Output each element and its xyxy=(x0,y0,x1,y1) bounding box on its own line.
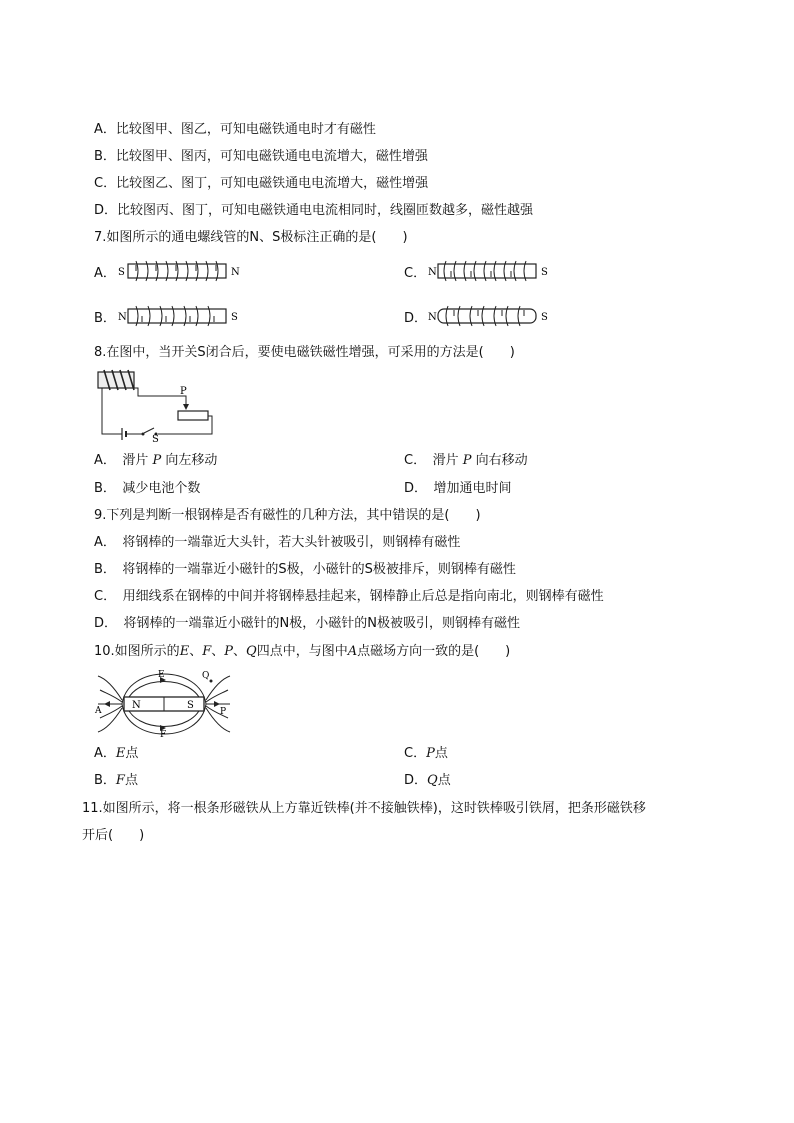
q10-option-c: C．P点 xyxy=(404,746,448,761)
q7-solenoid-c xyxy=(424,257,554,287)
q8-option-d: D． 增加通电时间 xyxy=(404,481,512,496)
q7-solenoid-d xyxy=(424,302,554,332)
q7-d-right-pole: S xyxy=(541,312,548,323)
q10-figure-f-label: F xyxy=(160,730,167,738)
q6-option-a: A．比较图甲、图乙，可知电磁铁通电时才有磁性 xyxy=(94,122,376,137)
q8-option-a: A． 滑片 P 向左移动 xyxy=(94,453,218,468)
q7-solenoid-b xyxy=(114,302,244,332)
q9-option-b: B． 将钢棒的一端靠近小磁针的S极，小磁针的S极被排斥，则钢棒有磁性 xyxy=(94,562,516,577)
q9-option-c: C． 用细线系在钢棒的中间并将钢棒悬挂起来，钢棒静止后总是指向南北，则钢棒有磁性 xyxy=(94,589,604,604)
q8-option-c: C． 滑片 P 向右移动 xyxy=(404,453,528,468)
q10-magnet-field-figure xyxy=(94,668,232,738)
q8-figure-p-label: P xyxy=(180,386,187,397)
q7-a-left-pole: S xyxy=(118,267,125,278)
q10-figure-e-label: E xyxy=(158,670,165,680)
q7-option-c-label: C． xyxy=(404,266,427,281)
q10-figure-a-label: A xyxy=(95,706,102,716)
q8-figure-s-label: S xyxy=(152,434,159,442)
q7-c-right-pole: S xyxy=(541,267,548,278)
q10-option-b: B．F点 xyxy=(94,773,138,788)
q8-circuit-figure xyxy=(94,366,218,442)
q10-option-d: D．Q点 xyxy=(404,773,451,788)
q6-option-b: B．比较图甲、图丙，可知电磁铁通电电流增大，磁性增强 xyxy=(94,149,428,164)
q10-figure-p-label: P xyxy=(220,707,227,717)
q7-option-b-label: B． xyxy=(94,311,116,326)
q9-stem: 9.下列是判断一根钢棒是否有磁性的几种方法，其中错误的是( ) xyxy=(94,508,481,523)
q6-option-d: D．比较图丙、图丁，可知电磁铁通电电流相同时，线圈匝数越多，磁性越强 xyxy=(94,203,534,218)
q7-b-right-pole: S xyxy=(231,312,238,323)
q7-solenoid-a xyxy=(114,257,244,287)
q10-stem: 10.如图所示的E、F、P、Q四点中，与图中A点磁场方向一致的是( ) xyxy=(94,644,511,659)
q10-figure-s-pole: S xyxy=(187,700,194,711)
q7-a-right-pole: N xyxy=(231,267,240,278)
q7-stem: 7.如图所示的通电螺线管的N、S极标注正确的是( ) xyxy=(94,230,408,245)
q8-stem: 8.在图中，当开关S闭合后，要使电磁铁磁性增强，可采用的方法是( ) xyxy=(94,345,515,360)
q11-stem-line-2: 开后( ) xyxy=(82,828,145,843)
q10-figure-n-pole: N xyxy=(132,700,141,711)
q6-option-c: C．比较图乙、图丁，可知电磁铁通电电流增大，磁性增强 xyxy=(94,176,429,191)
q7-option-a-label: A． xyxy=(94,266,116,281)
q10-figure-q-label: Q xyxy=(202,671,210,681)
q7-option-d-label: D． xyxy=(404,311,428,326)
q7-d-left-pole: N xyxy=(428,312,437,323)
q9-option-d: D． 将钢棒的一端靠近小磁针的N极，小磁针的N极被吸引，则钢棒有磁性 xyxy=(94,616,520,631)
q9-option-a: A． 将钢棒的一端靠近大头针，若大头针被吸引，则钢棒有磁性 xyxy=(94,535,461,550)
q7-b-left-pole: N xyxy=(118,312,127,323)
q11-stem-line-1: 11.如图所示，将一根条形磁铁从上方靠近铁棒(并不接触铁棒)，这时铁棒吸引铁屑，把条形磁铁移 xyxy=(82,801,646,816)
q8-option-b: B． 减少电池个数 xyxy=(94,481,201,496)
q10-option-a: A．E点 xyxy=(94,746,139,761)
q7-c-left-pole: N xyxy=(428,267,437,278)
